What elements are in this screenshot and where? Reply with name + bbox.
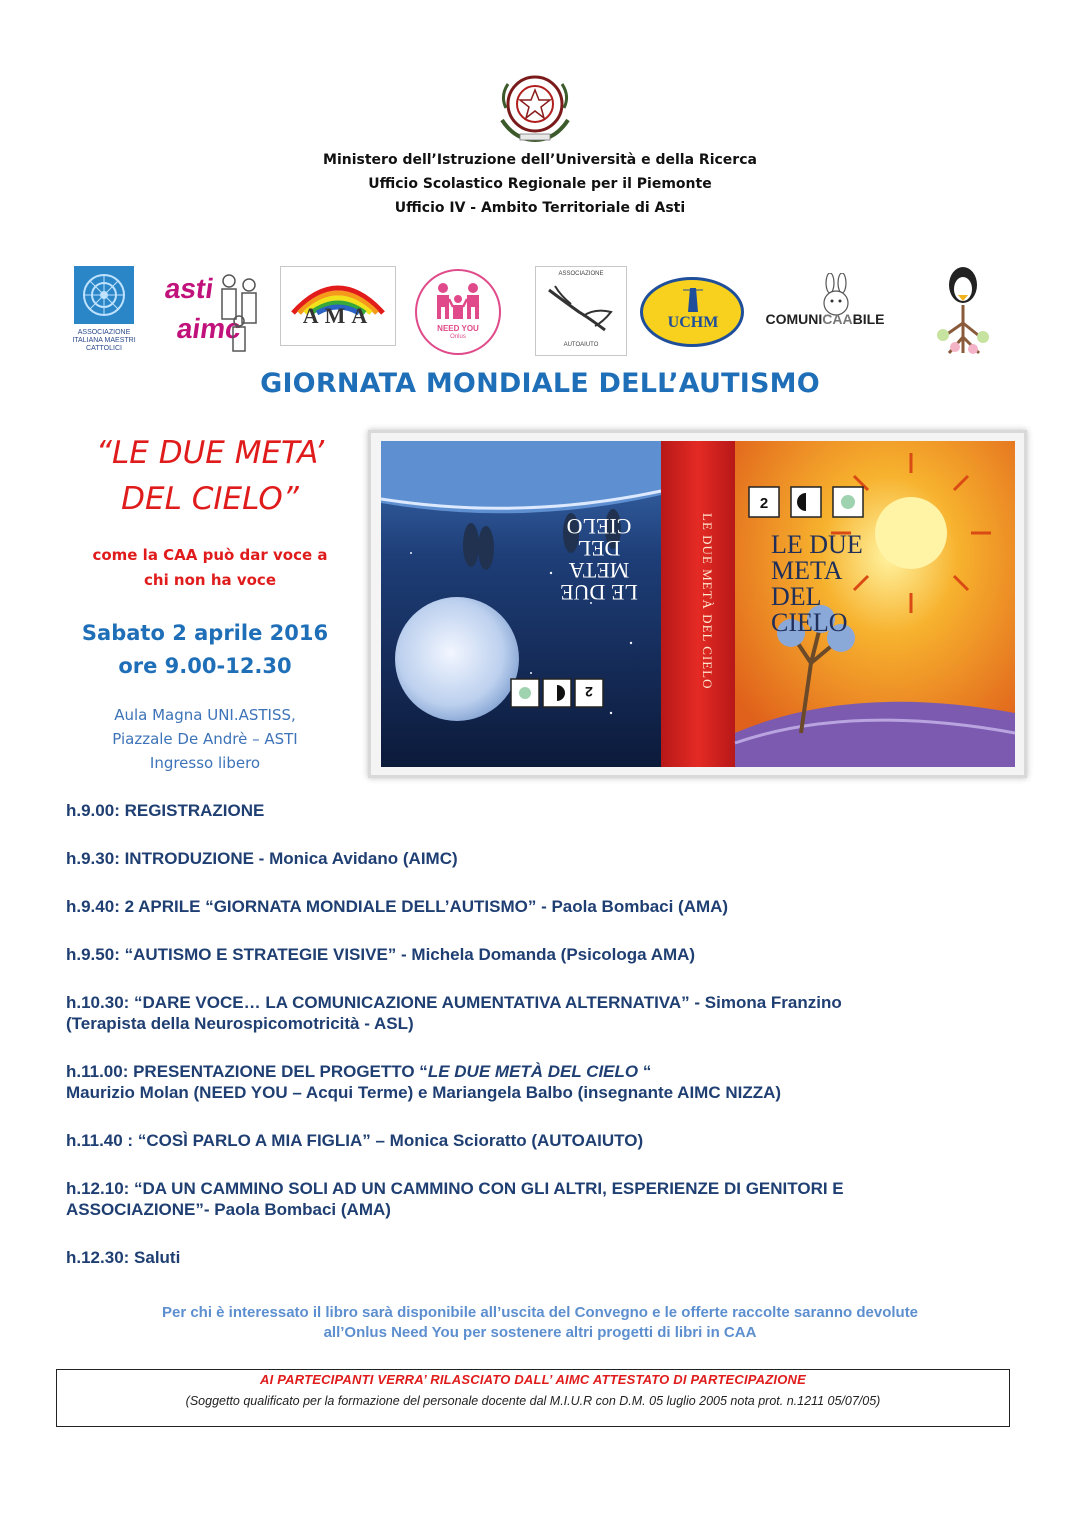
ministry-line-1: Ministero dell’Istruzione dell’Università e della Ricerca	[323, 152, 757, 168]
need-you-logo	[415, 262, 501, 362]
venue-line-2: Piazzale De Andrè – ASTI	[112, 730, 298, 748]
asti-aimc-logo	[162, 262, 261, 362]
mirrored-cover-title-line-4: CIELO	[566, 514, 632, 539]
venue-line-3: Ingresso libero	[149, 754, 261, 772]
event-title-line-2: DEL CIELO”	[121, 481, 299, 517]
aimc-text: aimc	[174, 313, 244, 344]
autoaiuto-logo	[535, 266, 627, 356]
italian-republic-emblem	[490, 68, 580, 146]
certificate-subtitle: (Soggetto qualificato per la formazione del personale docente dal M.I.U.R con D.M. 05 luglio 2005 nota prot. n.1211 05/07/05)	[185, 1394, 881, 1408]
ministry-line-2: Ufficio Scolastico Regionale per il Piemonte	[368, 176, 712, 192]
comunicaabile-part-1: COMUNI	[765, 311, 823, 327]
schedule-item-saluti	[66, 1247, 1026, 1268]
event-subtitle	[60, 543, 360, 593]
aimc-name: ASSOCIAZIONE ITALIANA MAESTRI CATTOLICI	[72, 329, 136, 352]
right-card-number: 2	[759, 495, 769, 512]
left-card-number: 2	[585, 684, 593, 700]
schedule-text: h.9.30: INTRODUZIONE - Monica Avidano (AIMC)	[66, 849, 458, 868]
ama-text: AMA	[302, 303, 374, 328]
schedule-text: h.11.00: PRESENTAZIONE DEL PROGETTO “	[66, 1062, 428, 1081]
schedule-text: h.9.40: 2 APRILE “GIORNATA MONDIALE DELL’AUTISMO” - Paola Bombaci (AMA)	[66, 897, 729, 916]
schedule-item-cosi-parlo	[66, 1130, 1026, 1151]
cover-title-line-2: META	[771, 556, 843, 585]
venue-line-1: Aula Magna UNI.ASTISS,	[114, 706, 296, 724]
event-time-line: ore 9.00-12.30	[118, 654, 292, 678]
right-symbol-cards	[749, 487, 863, 517]
partner-logos	[60, 262, 1020, 362]
helping-hands-icon	[545, 282, 617, 338]
book-illustration	[371, 433, 1024, 775]
ministry-header	[0, 148, 1080, 220]
schedule-text-continued: Maurizio Molan (NEED YOU – Acqui Terme) e Mariangela Balbo (insegnante AIMC NIZZA)	[66, 1083, 782, 1102]
aimc-mandala-icon	[74, 266, 134, 324]
ama-logo	[280, 266, 396, 346]
penguin-tree-icon	[925, 263, 1001, 361]
program-schedule	[66, 800, 1026, 1295]
schedule-text: h.9.00: REGISTRAZIONE	[66, 801, 265, 820]
schedule-text: h.12.30: Saluti	[66, 1248, 181, 1267]
event-venue	[60, 703, 350, 775]
schedule-book-title: LE DUE METÀ DEL CIELO	[427, 1062, 639, 1081]
uchm-logo	[640, 262, 744, 362]
mirrored-cover-title-line-2: META	[568, 558, 630, 583]
autoaiuto-bottom: AUTOAIUTO	[563, 342, 599, 348]
ministry-line-3: Ufficio IV - Ambito Territoriale di Asti	[394, 200, 686, 216]
cover-title-line-1: LE DUE	[771, 530, 863, 559]
schedule-text: h.9.50: “AUTISMO E STRATEGIE VISIVE” - Michela Domanda (Psicologa AMA)	[66, 945, 696, 964]
schedule-item-registrazione	[66, 800, 1026, 821]
family-figures-icon	[217, 271, 261, 355]
people-holding-hands-icon	[431, 281, 485, 321]
lighthouse-icon	[683, 284, 703, 314]
schedule-text-end: “	[638, 1062, 652, 1081]
note-line-1: Per chi è interessato il libro sarà disponibile all’uscita del Convegno e le offerte raccolte saranno devolute	[161, 1304, 919, 1321]
cover-title-line-4: CIELO	[771, 608, 848, 637]
book-availability-note	[60, 1303, 1020, 1343]
cover-title-line-3: DEL	[771, 582, 822, 611]
comunicaabile-part-3: BILE	[852, 311, 885, 327]
mirrored-cover-title-line-1: LE DUE	[560, 580, 638, 605]
schedule-item-introduzione	[66, 848, 1026, 869]
event-subtitle-line-2: chi non ha voce	[144, 571, 276, 589]
penguin-tree-logo	[918, 262, 1008, 362]
need-you-text: NEED YOU	[437, 324, 479, 333]
uchm-text: UCHM	[667, 314, 719, 331]
certificate-title: AI PARTECIPANTI VERRA’ RILASCIATO DALL’ AIMC ATTESTATO DI PARTECIPAZIONE	[260, 1372, 806, 1387]
schedule-item-presentazione	[66, 1061, 1026, 1103]
event-title	[60, 430, 360, 522]
left-symbol-cards	[511, 679, 603, 707]
book-spine-title: LE DUE METÀ DEL CIELO	[700, 513, 715, 690]
event-subtitle-line-1: come la CAA può dar voce a	[92, 546, 328, 564]
autoaiuto-top: ASSOCIAZIONE	[558, 271, 604, 277]
book-cover-image	[368, 430, 1027, 778]
schedule-item-strategie	[66, 944, 1026, 965]
schedule-text: h.11.40 : “COSÌ PARLO A MIA FIGLIA” – Monica Scioratto (AUTOAIUTO)	[66, 1131, 644, 1150]
comunicaabile-part-2: CAA	[822, 311, 853, 327]
certificate-box	[56, 1369, 1010, 1427]
schedule-text: h.12.10: “DA UN CAMMINO SOLI AD UN CAMMINO CON GLI ALTRI, ESPERIENZE DI GENITORI E	[66, 1179, 844, 1198]
schedule-item-dare-voce	[66, 992, 1026, 1034]
event-date	[60, 617, 350, 683]
note-line-2: all’Onlus Need You per sostenere altri progetti di libri in CAA	[323, 1324, 757, 1341]
main-title: GIORNATA MONDIALE DELL’AUTISMO	[260, 368, 820, 399]
asti-text: asti	[162, 273, 216, 304]
mirrored-cover-title-line-3: DEL	[577, 536, 621, 561]
schedule-item-cammino	[66, 1178, 1026, 1220]
need-you-sub: Onlus	[450, 334, 466, 340]
event-date-line-1: Sabato 2 aprile 2016	[81, 621, 329, 645]
mirrored-cover-title	[560, 514, 638, 605]
aimc-logo	[60, 262, 148, 362]
schedule-text-continued: ASSOCIAZIONE”- Paola Bombaci (AMA)	[66, 1200, 391, 1219]
schedule-text: h.10.30: “DARE VOCE… LA COMUNICAZIONE AUMENTATIVA ALTERNATIVA” - Simona Franzino	[66, 993, 842, 1012]
schedule-text-continued: (Terapista della Neurospicomotricità - ASL)	[66, 1014, 414, 1033]
event-title-line-1: “LE DUE META’	[95, 435, 325, 471]
schedule-item-giornata	[66, 896, 1026, 917]
comunicaabile-text	[750, 311, 900, 327]
comunicaabile-logo	[750, 262, 900, 362]
